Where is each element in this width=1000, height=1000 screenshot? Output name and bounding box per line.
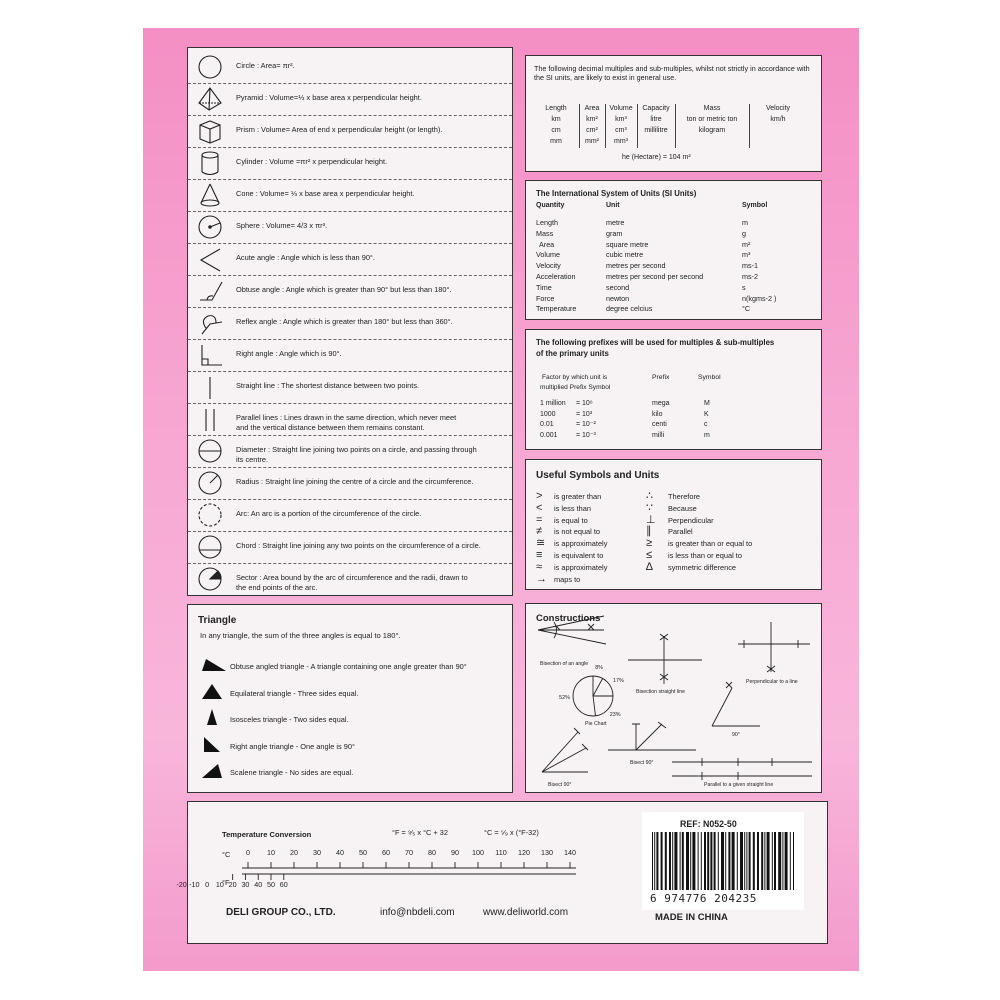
celsius-label: 80 [428,848,436,857]
bisection-line-diagram [628,634,702,684]
sector-icon [196,566,224,593]
barcode-bar [690,832,691,890]
celsius-label: 70 [405,848,413,857]
isosceles-triangle-icon [200,708,228,728]
symbol-meaning: maps to [554,574,581,584]
celsius-label: 60 [382,848,390,857]
multiples-cell: km² [586,116,598,123]
shape-description: Diameter : Straight line joining two points on a circle, and passing through its centre. [236,445,477,464]
si-cell: g [742,228,746,238]
celsius-unit: °C [222,850,231,859]
symbol-glyph: ≥ [646,537,653,550]
symbol-meaning: Parallel [668,527,693,537]
symbol-meaning: Because [668,503,697,513]
multiples-intro: The following decimal multiples and sub-multiples, whilst not strictly in accordance with the SI units, are likely to exist in general use. [534,64,810,82]
si-cell: metres per second [606,261,666,271]
column-divider [675,104,676,148]
pie-slice-edge [593,696,596,716]
si-cell: cubic metre [606,250,644,260]
si-cell: m² [742,239,751,249]
prefix-head: Prefix [652,374,670,381]
symbol-head: Symbol [698,374,721,381]
barcode-bar [674,832,677,890]
label-bisection-angle: Bisection of an angle [540,661,589,667]
si-cell: Time [536,282,552,292]
ref-code: REF: N052-50 [680,819,737,829]
si-cell: gram [606,228,623,238]
si-cell: degree celcius [606,304,653,314]
multiples-cell: litre [650,116,662,123]
parallel-lines-icon [196,406,224,433]
bisect-90-left-diagram [542,728,588,772]
pie-slice-label: 8% [595,664,603,671]
fahrenheit-label: -10 [189,880,200,889]
shape-description: Obtuse angle : Angle which is greater than 90° but less than 180°. [236,285,452,294]
fahrenheit-unit: °F [222,878,230,887]
barcode-bar [782,832,783,890]
shape-row [188,83,512,116]
barcode-bar [718,832,719,890]
symbol-meaning: is equal to [554,515,588,525]
barcode-bar [686,832,689,890]
temperature-title: Temperature Conversion [222,830,312,839]
symbol-glyph: → [536,572,547,585]
symbol-meaning: is greater than [554,492,602,501]
label-parallel: Parallel to a given straight line [704,782,774,788]
prefix-prefix: centi [652,421,667,428]
si-cell: Volume [536,250,560,260]
shape-row [188,307,512,340]
right-triangle-icon [200,735,228,755]
celsius-label: 20 [290,848,298,857]
multiples-cell: mm² [585,138,599,145]
prefix-name: 1 million [540,400,566,407]
shape-description: Pyramid : Volume=⅓ x base area x perpendicular height. [236,93,422,102]
multiples-cell: ton or metric ton [686,116,738,123]
symbol-meaning: Perpendicular [668,515,714,525]
si-cell: Acceleration [536,272,576,281]
barcode-bar [652,832,653,890]
constructions-diagrams [526,604,821,792]
symbol-meaning: is greater than or equal to [668,539,753,549]
symbols-title: Useful Symbols and Units [536,470,660,481]
label-pie-chart: Pie Chart [585,721,607,727]
bisection-angle-diagram [538,616,606,644]
barcode-image [648,832,798,892]
scalene-triangle-icon [200,761,228,781]
pie-chart [573,676,613,716]
triangle-intro: In any triangle, the sum of the three angles is equal to 180°. [200,631,401,640]
si-cell: Length [536,218,558,227]
multiples-col-head: Length [545,105,567,112]
column-divider [637,104,638,148]
prefix-prefix: mega [652,400,670,407]
barcode-number: 6 974776 204235 [650,892,757,905]
barcode-bar [704,832,706,890]
multiples-cell: km [551,116,561,123]
barcode-bar [669,832,671,890]
barcode-bar [749,832,751,890]
barcode-bar [698,832,699,890]
multiples-cell: cm [551,127,561,134]
celsius-label: 10 [267,848,275,857]
barcode-label [642,812,804,910]
si-header: Symbol [742,202,768,209]
barcode-bar [672,832,673,890]
prefix-prefix: milli [652,431,665,439]
si-cell: ms-2 [742,272,758,281]
shape-row [188,179,512,212]
shapes-panel [187,47,513,596]
multiples-panel [525,55,822,172]
prefix-symbol: m [704,431,710,439]
shape-description: Sphere : Volume= 4/3 x πr³. [236,221,328,230]
obtuse-angle-icon [196,278,224,305]
obtuse-triangle-icon [200,655,228,675]
barcode-bar [710,832,712,890]
prefix-power: = 10³ [576,410,593,418]
symbol-glyph: ≅ [536,537,546,550]
symbol-glyph: ≈ [536,560,543,573]
shape-description: Straight line : The shortest distance between two points. [236,381,420,390]
multiples-cell: millilitre [644,127,668,134]
celsius-label: 130 [541,848,553,857]
triangle-description: Right angle triangle - One angle is 90° [230,741,355,751]
symbol-glyph: < [536,501,543,514]
barcode-bar [721,832,724,890]
si-cell: metre [606,218,625,227]
label-bisection-line: Bisection straight line [636,689,686,695]
arc-icon [196,502,224,529]
symbol-meaning: is approximately [554,539,608,549]
constructions-title: Constructions [536,613,601,624]
shape-description: Right angle : Angle which is 90°. [236,349,342,358]
multiples-cell: kilogram [698,127,726,134]
shape-row [188,531,512,564]
barcode-bar [707,832,709,890]
barcode-bar [793,832,794,890]
pie-slice-label: 23% [609,712,621,719]
si-cell: metres per second per second [606,272,704,281]
barcode-bar [753,832,755,890]
pie-slice-label: 52% [559,694,570,701]
symbol-glyph: ∆ [646,560,653,573]
barcode-bar [767,832,770,890]
fahrenheit-label: 0 [205,880,210,889]
shape-row [188,243,512,276]
barcode-bar [764,832,765,890]
si-header: Quantity [536,202,565,209]
triangle-description: Obtuse angled triangle - A triangle containing one angle greater than 90° [230,662,467,671]
barcode-bar [774,832,776,890]
barcode-bar [701,832,702,890]
multiples-col-head: Capacity [642,105,670,112]
shape-description: Parallel lines : Lines drawn in the same direction, which never meet and the vertical distance between them remains constant. [236,413,457,432]
pyramid-icon [196,86,224,113]
equilateral-triangle-icon [200,682,228,702]
celsius-label: 120 [518,848,530,857]
company-name: DELI GROUP CO., LTD. [226,907,336,918]
formula-celsius: °C = ⁵⁄₉ x (°F-32) [484,828,539,837]
prefix-symbol: c [704,421,708,428]
shape-description: Reflex angle : Angle which is greater than 180° but less than 360°. [236,317,453,326]
multiples-cell: km/h [770,116,786,123]
prefix-power: = 10⁻³ [576,431,596,439]
label-bisect-90-left: Bisect 90° [548,782,572,788]
column-divider [605,104,606,148]
shape-row [188,499,512,532]
prefix-name: 0.01 [540,421,554,428]
si-cell: Mass [536,228,554,238]
symbol-glyph: ≠ [536,525,543,538]
symbol-glyph: ⊥ [646,513,656,526]
si-cell: square metre [606,239,649,249]
circle-icon [196,54,224,81]
pie-slice-label: 17% [613,678,624,685]
si-units-panel [525,180,822,320]
barcode-bar [654,832,655,890]
si-cell: Velocity [536,261,561,271]
shape-description: Circle : Area= πr². [236,61,295,70]
multiples-cell: mm [550,138,562,145]
formula-fahrenheit: °F = ⁹⁄₅ x °C + 32 [392,828,449,837]
barcode-bar [692,832,695,890]
made-in: MADE IN CHINA [655,912,728,923]
barcode-bar [661,832,663,890]
shape-description: Radius : Straight line joining the centre of a circle and the circumference. [236,477,474,486]
shape-description: Sector : Area bound by the arc of circumference and the radii, drawn to the end points of the arc. [236,573,468,592]
factor-head-2: multiplied Prefix Symbol [540,384,611,391]
label-bisect-90-mid: Bisect 90° [630,760,654,766]
barcode-bar [665,832,667,890]
si-cell: m³ [742,250,751,260]
symbol-glyph: = [536,513,543,526]
symbols-panel [525,459,822,590]
shape-description: Chord : Straight line joining any two points on the circumference of a circle. [236,541,481,550]
diameter-icon [196,438,224,465]
label-ninety: 90° [732,732,740,738]
multiples-col-head: Velocity [765,105,791,112]
multiples-col-head: Mass [703,105,721,112]
acute-angle-icon [196,246,224,273]
triangle-panel [187,604,513,793]
shape-row [188,435,512,468]
cylinder-icon [196,150,224,177]
bisect-90-mid-diagram [608,722,696,750]
barcode-bar [682,832,684,890]
symbol-meaning: Therefore [668,492,701,501]
multiples-col-head: Volume [609,105,633,112]
pie-slice-edge [593,679,603,697]
parallel-diagram [672,758,812,780]
multiples-cell: mm³ [614,138,628,145]
si-cell: m [742,218,748,227]
triangle-description: Isosceles triangle - Two sides equal. [230,715,349,724]
multiples-cell: cm³ [615,127,627,134]
si-cell: n(kgms-2 ) [742,293,777,303]
company-email: info@nbdeli.com [380,907,455,918]
barcode-bar [732,832,735,890]
celsius-label: 90 [451,848,459,857]
symbol-glyph: ∥ [646,525,652,538]
celsius-label: 110 [495,848,507,857]
label-perpendicular: Perpendicular to a line [746,679,798,685]
shape-row [188,339,512,372]
celsius-label: 50 [359,848,367,857]
si-cell: Temperature [536,304,577,314]
shape-description: Acute angle : Angle which is less than 90°. [236,253,375,262]
shape-row [188,147,512,180]
barcode-bar [740,832,743,890]
shape-description: Prism : Volume= Area of end x perpendicular height (or length). [236,125,443,134]
si-cell: newton [606,293,630,303]
prefix-name: 0.001 [540,431,558,439]
symbol-meaning: symmetric difference [668,562,737,572]
barcode-bar [746,832,747,890]
prefix-name: 1000 [540,410,556,418]
symbol-glyph: > [536,490,543,502]
sphere-icon [196,214,224,241]
shape-row [188,51,512,84]
footer-panel [176,801,828,944]
symbol-meaning: is equivalent to [554,551,604,560]
celsius-label: 30 [313,848,321,857]
shape-row [188,115,512,148]
triangle-description: Scalene triangle - No sides are equal. [230,768,354,777]
barcode-bar [761,832,763,890]
reflex-angle-icon [196,310,224,337]
barcode-bar [737,832,738,890]
celsius-label: 40 [336,848,344,857]
prefixes-title-line2: of the primary units [536,349,609,358]
symbol-glyph: ∵ [646,501,653,514]
barcode-bar [790,832,791,890]
radius-icon [196,470,224,497]
barcode-bar [728,832,730,890]
celsius-label: 140 [564,848,576,857]
shape-row [188,403,512,436]
shape-row [188,563,512,596]
symbol-meaning: is less than [554,503,591,513]
si-header: Unit [606,202,620,209]
straight-line-icon [196,374,224,401]
shape-description: Cone : Volume= ⅓ x base area x perpendicular height. [236,189,415,198]
fahrenheit-label: 10 [215,880,224,889]
si-cell: second [606,282,630,292]
symbol-meaning: is not equal to [554,527,601,537]
symbol-meaning: is approximately [554,562,608,572]
si-cell: Force [536,293,555,303]
fahrenheit-label: 30 [241,880,250,889]
multiples-cell: cm² [586,127,598,134]
shape-description: Arc: An arc is a portion of the circumference of the circle. [236,509,422,518]
hectare-note: he (Hectare) = 104 m² [622,154,691,161]
factor-head-1: Factor by which unit is [542,374,608,381]
column-divider [579,104,580,148]
fahrenheit-label: 60 [279,880,288,889]
shape-row [188,371,512,404]
triangle-title: Triangle [198,615,237,626]
company-website: www.deliworld.com [483,907,569,918]
right-angle-icon [196,342,224,369]
prefix-symbol: M [704,400,710,407]
ninety-degree-diagram [712,682,760,726]
triangle-description: Equilateral triangle - Three sides equal. [230,688,359,698]
barcode-bar [725,832,726,890]
celsius-label: 0 [246,848,250,857]
si-cell: °C [742,304,751,314]
celsius-label: 100 [472,848,484,857]
shape-row [188,275,512,308]
multiples-col-head: Area [584,105,600,112]
barcode-bar [757,832,759,890]
symbol-glyph: ≡ [536,549,543,561]
perpendicular-diagram [738,622,810,672]
prefix-power: = 10⁻² [576,421,596,428]
barcode-bar [772,832,773,890]
cone-icon [196,182,224,209]
si-cell: Area [539,239,555,249]
barcode-bar [785,832,788,890]
barcode-bar [656,832,658,890]
prefix-prefix: kilo [652,410,663,418]
symbol-meaning: is less than or equal to [668,551,742,560]
multiples-cell: km³ [615,116,627,123]
shape-row [188,211,512,244]
constructions-panel [525,603,822,793]
shape-description: Cylinder : Volume =πr² x perpendicular height. [236,157,388,166]
chord-icon [196,534,224,561]
fahrenheit-label: -20 [176,880,187,889]
fahrenheit-label: 20 [228,880,237,889]
barcode-bar [680,832,681,890]
barcode-bar [778,832,781,890]
si-title: The International System of Units (SI Units) [536,189,697,198]
column-divider [749,104,750,148]
prism-icon [196,118,224,145]
symbol-glyph: ∴ [646,490,653,502]
prefixes-panel [525,329,822,450]
fahrenheit-label: 50 [267,880,275,889]
si-cell: ms-1 [742,261,758,271]
barcode-bar [714,832,716,890]
si-cell: s [742,282,746,292]
prefixes-title-line1: The following prefixes will be used for multiples & sub-multiples [536,338,775,347]
prefix-symbol: K [704,410,709,418]
fahrenheit-label: 40 [254,880,263,889]
prefix-power: = 10⁶ [576,400,593,407]
shape-row [188,467,512,500]
barcode-bar [744,832,745,890]
symbol-glyph: ≤ [646,549,653,561]
